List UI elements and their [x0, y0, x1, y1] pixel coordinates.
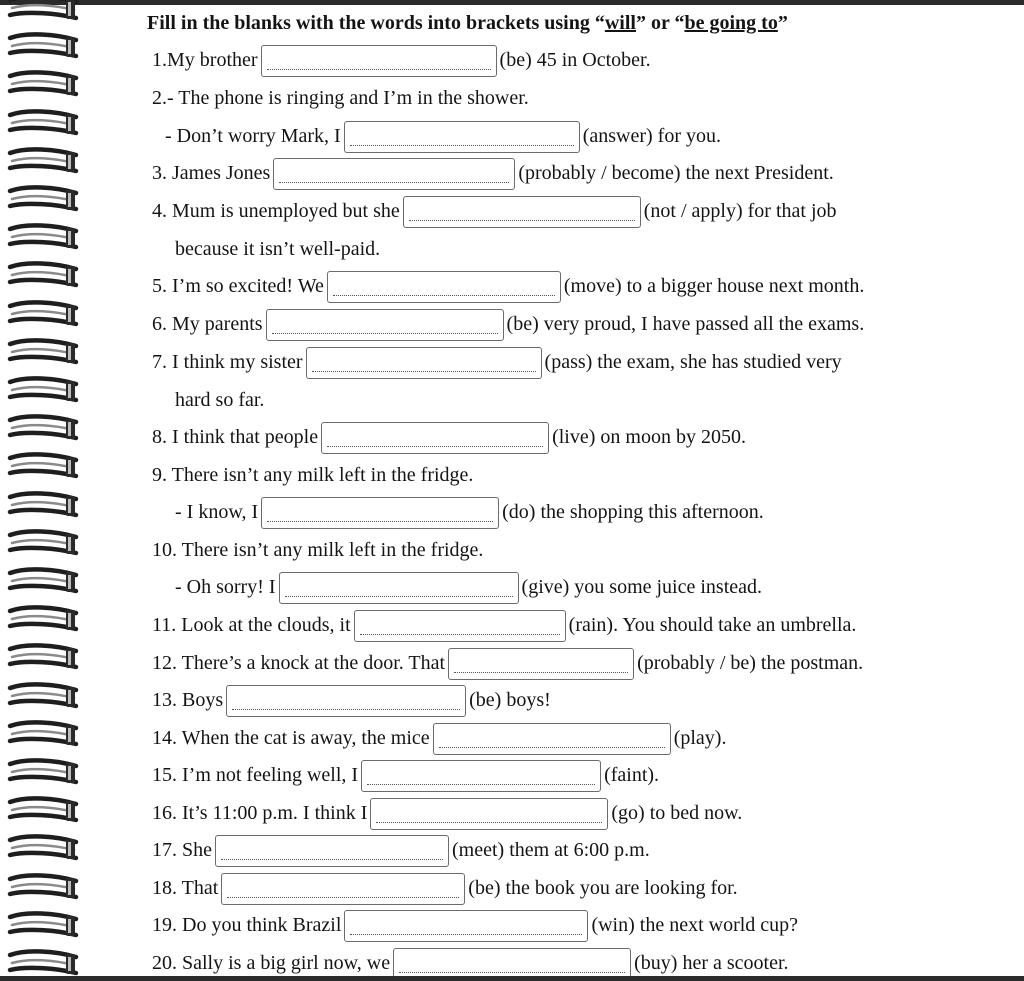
exercise-line: [165, 121, 721, 151]
exercise-line: [175, 497, 764, 527]
line-text: 8. I think that people: [152, 426, 319, 448]
top-edge: [0, 0, 1024, 5]
answer-blank[interactable]: [448, 648, 634, 680]
spiral-ring-icon: [6, 641, 80, 671]
spiral-ring-icon: [6, 527, 80, 557]
exercise-line: [152, 685, 551, 715]
line-text: 20. Sally is a big girl now, we: [152, 952, 391, 974]
answer-blank[interactable]: [354, 610, 566, 642]
line-text: 4. Mum is unemployed but she: [152, 200, 400, 222]
exercise-line: [152, 83, 529, 113]
exercise-line: [152, 835, 650, 865]
spiral-ring-icon: [6, 30, 80, 60]
line-text: 19. Do you think Brazil: [152, 914, 342, 936]
spiral-ring-icon: [6, 221, 80, 251]
spiral-ring-icon: [6, 183, 80, 213]
spiral-ring-icon: [6, 565, 80, 595]
exercise-line: [152, 610, 856, 640]
spiral-ring-icon: [6, 412, 80, 442]
spiral-ring-icon: [6, 145, 80, 175]
spiral-ring-icon: [6, 680, 80, 710]
line-text: 2.- The phone is ringing and I’m in the shower.: [152, 87, 529, 109]
line-text: 18. That: [152, 877, 219, 899]
exercise-line: [152, 648, 863, 678]
title-keyword-going-to: be going to: [684, 12, 778, 34]
line-hint: (be) 45 in October.: [499, 49, 651, 71]
line-hint: (pass) the exam, she has studied very: [544, 351, 842, 373]
line-hint: (give) you some juice instead.: [521, 576, 763, 598]
spiral-ring-icon: [6, 450, 80, 480]
answer-blank[interactable]: [215, 835, 449, 867]
line-hint: (be) very proud, I have passed all the exams.: [506, 313, 865, 335]
answer-blank[interactable]: [370, 798, 608, 830]
line-text: 10. There isn’t any milk left in the fridge.: [152, 539, 484, 561]
answer-blank[interactable]: [327, 271, 561, 303]
spiral-ring-icon: [6, 794, 80, 824]
line-hint: (faint).: [604, 764, 660, 786]
line-hint: (play).: [673, 727, 727, 749]
spiral-ring-icon: [6, 374, 80, 404]
line-text: hard so far.: [175, 389, 265, 411]
line-text: because it isn’t well-paid.: [175, 238, 381, 260]
answer-blank[interactable]: [226, 685, 466, 717]
line-hint: (meet) them at 6:00 p.m.: [452, 839, 650, 861]
line-hint: (answer) for you.: [582, 125, 721, 147]
exercise-line: [175, 234, 380, 264]
exercise-line: [152, 723, 726, 753]
line-text: 13. Boys: [152, 689, 224, 711]
spiral-ring-icon: [6, 909, 80, 939]
exercise-line: [152, 158, 834, 188]
line-text: 15. I’m not feeling well, I: [152, 764, 359, 786]
line-hint: (buy) her a scooter.: [634, 952, 789, 974]
exercise-line: [152, 45, 651, 75]
spiral-ring-icon: [6, 489, 80, 519]
spiral-ring-icon: [6, 68, 80, 98]
answer-blank[interactable]: [261, 45, 497, 77]
spiral-ring-icon: [6, 871, 80, 901]
answer-blank[interactable]: [261, 497, 499, 529]
spiral-ring-icon: [6, 107, 80, 137]
exercise-line: [152, 422, 746, 452]
line-text: - Oh sorry! I: [175, 576, 276, 598]
answer-blank[interactable]: [361, 760, 601, 792]
line-hint: (not / apply) for that job: [643, 200, 837, 222]
exercise-line: [152, 309, 864, 339]
line-hint: (probably / become) the next President.: [518, 162, 834, 184]
spiral-ring-icon: [6, 832, 80, 862]
spiral-ring-icon: [6, 947, 80, 977]
line-text: - Don’t worry Mark, I: [165, 125, 341, 147]
line-hint: (rain). You should take an umbrella.: [568, 614, 857, 636]
exercise-line: [152, 798, 742, 828]
line-text: 1.My brother: [152, 49, 258, 71]
spiral-ring-icon: [6, 718, 80, 748]
exercise-line: [152, 873, 738, 903]
worksheet-title: [147, 9, 967, 37]
exercise-line: [152, 271, 864, 301]
line-text: - I know, I: [175, 501, 259, 523]
line-hint: (do) the shopping this afternoon.: [502, 501, 764, 523]
line-hint: (live) on moon by 2050.: [552, 426, 746, 448]
line-hint: (be) the book you are looking for.: [468, 877, 738, 899]
answer-blank[interactable]: [306, 347, 542, 379]
answer-blank[interactable]: [266, 309, 504, 341]
line-hint: (win) the next world cup?: [591, 914, 799, 936]
exercise-line: [152, 460, 473, 490]
line-text: 9. There isn’t any milk left in the fridge.: [152, 464, 474, 486]
exercise-line: [175, 572, 762, 602]
spiral-binding: [0, 0, 90, 981]
spiral-ring-icon: [6, 259, 80, 289]
exercise-line: [152, 347, 842, 377]
line-text: 14. When the cat is away, the mice: [152, 727, 430, 749]
exercise-line: [152, 196, 837, 226]
bottom-edge: [0, 976, 1024, 981]
line-text: 5. I’m so excited! We: [152, 275, 324, 297]
line-text: 3. James Jones: [152, 162, 271, 184]
title-prefix: Fill in the blanks with the words into brackets using “: [147, 12, 605, 34]
answer-blank[interactable]: [279, 572, 519, 604]
exercise-line: [152, 760, 659, 790]
line-text: 12. There’s a knock at the door. That: [152, 652, 446, 674]
exercise-line: [152, 910, 798, 940]
title-keyword-will: will: [604, 12, 636, 34]
line-hint: (be) boys!: [469, 689, 551, 711]
title-suffix: ”: [777, 12, 788, 34]
line-hint: (probably / be) the postman.: [637, 652, 864, 674]
line-text: 7. I think my sister: [152, 351, 303, 373]
line-hint: (move) to a bigger house next month.: [563, 275, 865, 297]
answer-blank[interactable]: [403, 196, 641, 228]
spiral-ring-icon: [6, 298, 80, 328]
title-middle: ” or “: [635, 12, 685, 34]
exercise-line: [175, 385, 264, 415]
line-text: 17. She: [152, 839, 212, 861]
answer-blank[interactable]: [221, 873, 465, 905]
spiral-ring-icon: [6, 603, 80, 633]
line-text: 6. My parents: [152, 313, 263, 335]
line-text: 11. Look at the clouds, it: [152, 614, 351, 636]
line-text: 16. It’s 11:00 p.m. I think I: [152, 802, 368, 824]
spiral-ring-icon: [6, 0, 80, 22]
answer-blank[interactable]: [433, 723, 671, 755]
answer-blank[interactable]: [273, 158, 515, 190]
exercise-line: [152, 948, 789, 978]
answer-blank[interactable]: [344, 121, 580, 153]
exercise-line: [152, 535, 483, 565]
spiral-ring-icon: [6, 336, 80, 366]
answer-blank[interactable]: [321, 422, 549, 454]
spiral-ring-icon: [6, 756, 80, 786]
line-hint: (go) to bed now.: [611, 802, 743, 824]
answer-blank[interactable]: [344, 910, 588, 942]
